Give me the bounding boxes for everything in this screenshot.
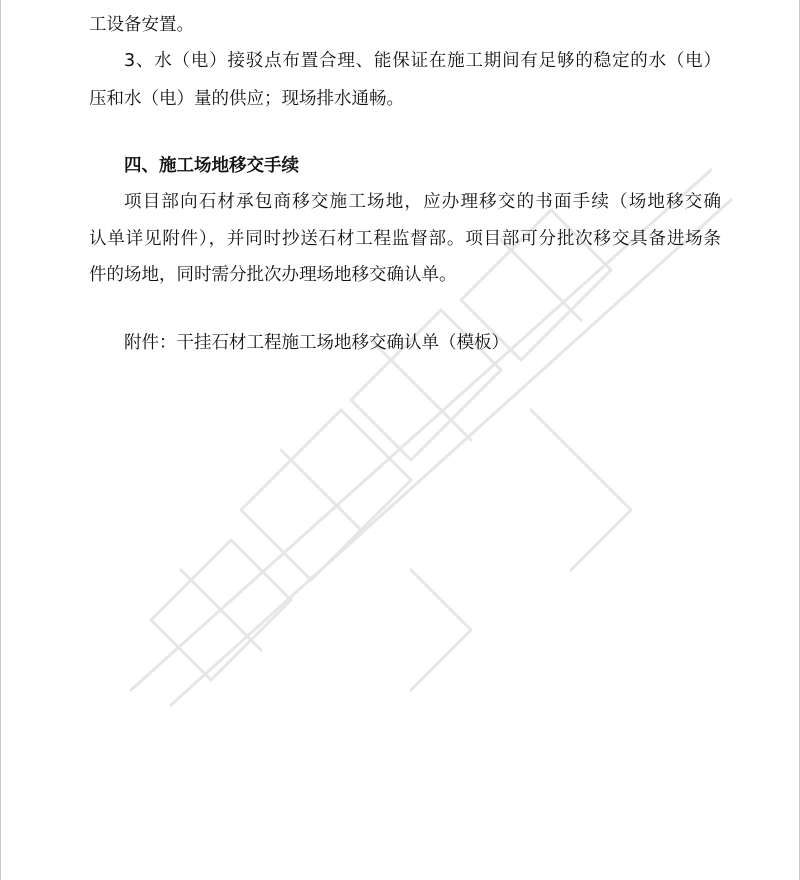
section-heading: 四、施工场地移交手续	[124, 156, 299, 176]
body-line-6: 认单详见附件），并同时抄送石材工程监督部。项目部可分批次移交具备进场条	[89, 229, 721, 249]
body-line-7: 件的场地，同时需分批次办理场地移交确认单。	[89, 265, 457, 285]
body-line-3: 压和水（电）量的供应；现场排水通畅。	[89, 89, 404, 109]
body-line-5: 项目部向石材承包商移交施工场地，应办理移交的书面手续（场地移交确	[124, 192, 721, 212]
body-line-1: 工设备安置。	[89, 15, 194, 35]
attachment-line: 附件：干挂石材工程施工场地移交确认单（模板）	[124, 333, 509, 353]
body-line-2: 3、水（电）接驳点布置合理、能保证在施工期间有足够的稳定的水（电）	[124, 51, 721, 71]
